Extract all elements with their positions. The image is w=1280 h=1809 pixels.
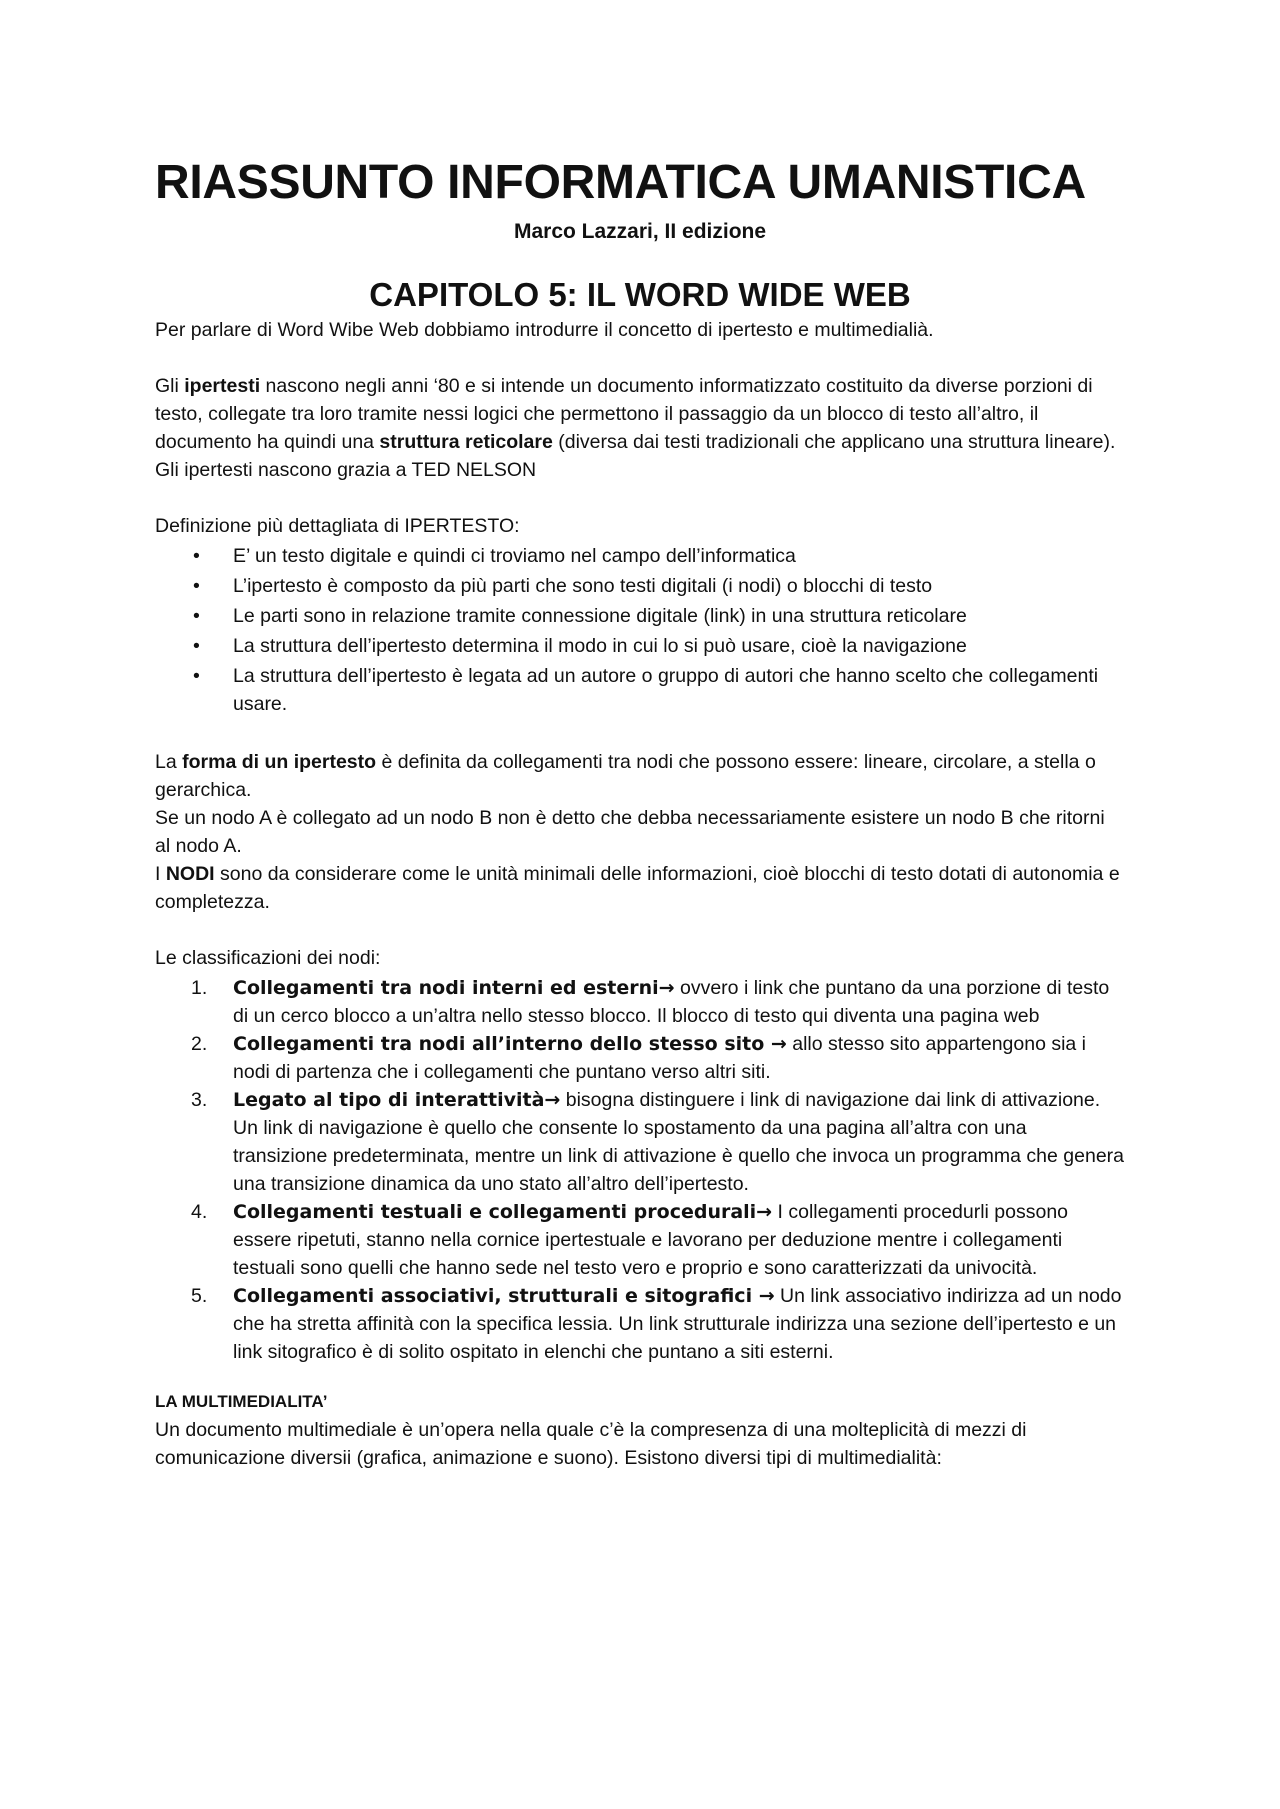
list-item: • E’ un testo digitale e quindi ci troviamo nel campo dell’informatica bbox=[193, 545, 796, 567]
nodi-paragraph: I NODI sono da considerare come le unità minimali delle informazioni, cioè blocchi di testo dotati di autonomia e completezza. bbox=[155, 863, 1120, 913]
list-item: • Le parti sono in relazione tramite connessione digitale (link) in una struttura reticolare bbox=[193, 605, 967, 627]
list-item: • La struttura dell’ipertesto è legata ad un autore o gruppo di autori che hanno scelto che collegamenti usare. bbox=[193, 665, 1099, 715]
document-subtitle: Marco Lazzari, II edizione bbox=[513, 220, 767, 243]
multimedialita-heading: LA MULTIMEDIALITA’ bbox=[155, 1392, 328, 1411]
classificazioni-intro: Le classificazioni dei nodi: bbox=[155, 947, 381, 969]
ted-nelson-line: Gli ipertesti nascono grazia a TED NELSON bbox=[155, 459, 537, 481]
nodo-paragraph: Se un nodo A è collegato ad un nodo B non è detto che debba necessariamente esistere un nodo B che ritorni al nodo A. bbox=[155, 807, 1105, 857]
definizione-intro: Definizione più dettagliata di IPERTESTO: bbox=[155, 515, 520, 537]
forma-paragraph: La forma di un ipertesto è definita da collegamenti tra nodi che possono essere: lineare, circolare, a stella o gerarchica. bbox=[155, 751, 1096, 801]
intro-paragraph: Per parlare di Word Wibe Web dobbiamo introdurre il concetto di ipertesto e multimedialià. bbox=[155, 319, 934, 341]
list-item: 3. Legato al tipo di interattività→ bisogna distinguere i link di navigazione dai link di attivazione. Un link di navigazione è quello che consente lo spostamento da una pagina all’altra con una transizione predeterminata, mentre un link di attivazione è quello che invoca un programma che genera una transizione dinamica da uno stato all’altro dell’ipertesto. bbox=[191, 1089, 1125, 1195]
list-item: • La struttura dell’ipertesto determina il modo in cui lo si può usare, cioè la navigazione bbox=[193, 635, 967, 657]
document-title: RIASSUNTO INFORMATICA UMANISTICA bbox=[155, 156, 1086, 209]
chapter-heading: CAPITOLO 5: IL WORD WIDE WEB bbox=[369, 276, 911, 313]
list-item: 4. Collegamenti testuali e collegamenti procedurali→ I collegamenti procedurli possono essere ripetuti, stanno nella cornice ipertestuale e lavorano per deduzione mentre i collegamenti testuali sono quelli che hanno sede nel testo vero e proprio e sono caratterizzati da univocità. bbox=[191, 1201, 1069, 1279]
definizione-list bbox=[155, 542, 1125, 718]
list-item: 2. Collegamenti tra nodi all’interno dello stesso sito → allo stesso sito appartengono sia i nodi di partenza che i collegamenti che puntano verso altri siti. bbox=[191, 1033, 1087, 1083]
list-item: 5. Collegamenti associativi, strutturali e sitografici → Un link associativo indirizza ad un nodo che ha stretta affinità con la specifica lessia. Un link strutturale indirizza una sezione dell’ipertesto e un link sitografico è di solito ospitato in elenchi che puntano a siti esterni. bbox=[191, 1285, 1122, 1363]
ipertesti-paragraph: Gli ipertesti nascono negli anni ‘80 e si intende un documento informatizzato costituito da diverse porzioni di testo, collegate tra loro tramite nessi logici che permettono il passaggio da un blocco di testo all’altro, il documento ha quindi una struttura reticolare (diversa dai testi tradizionali che applicano una struttura lineare). bbox=[155, 375, 1116, 453]
list-item: • L’ipertesto è composto da più parti che sono testi digitali (i nodi) o blocchi di testo bbox=[193, 575, 933, 597]
list-item: 1. Collegamenti tra nodi interni ed esterni→ ovvero i link che puntano da una porzione di testo di un cerco blocco a un’altra nello stesso blocco. Il blocco di testo qui diventa una pagina web bbox=[191, 977, 1110, 1027]
classificazioni-list bbox=[155, 974, 1125, 1366]
multimedialita-paragraph: Un documento multimediale è un’opera nella quale c’è la compresenza di una molteplicità di mezzi di comunicazione diversii (grafica, animazione e suono). Esistono diversi tipi di multimedialità: bbox=[155, 1419, 1027, 1469]
